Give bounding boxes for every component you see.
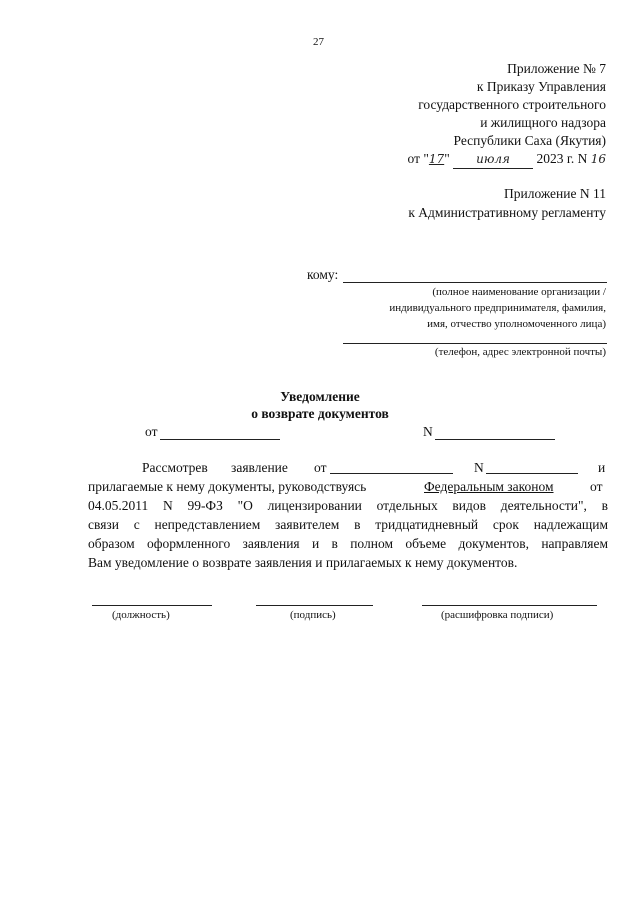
page-number: 27 (313, 36, 324, 48)
notice-title-2: о возврате документов (251, 406, 389, 421)
annex7-line4: Республики Саха (Якутия) (453, 133, 606, 148)
body-num-line[interactable] (486, 473, 578, 474)
notice-from-label: от (145, 424, 158, 439)
notice-num-label: N (423, 424, 433, 439)
notice-from-line[interactable] (160, 439, 280, 440)
annex7-date-row: от "17" июля 2023 г. N 16 (408, 150, 606, 169)
annex7-block (408, 60, 606, 169)
recipient-hint-1: (полное наименование организации / (432, 286, 606, 298)
body-line-1: Рассмотрев заявление от N и (142, 460, 606, 475)
body-date-line[interactable] (330, 473, 453, 474)
annex7-line2: государственного строительного (418, 97, 606, 112)
position-caption: (должность) (112, 609, 170, 621)
recipient-hint-4: (телефон, адрес электронной почты) (434, 346, 606, 358)
signature-caption: (подпись) (290, 609, 336, 621)
recipient-line-1[interactable] (343, 282, 607, 283)
annex7-title: Приложение № 7 (507, 61, 606, 76)
recipient-label: кому: (307, 267, 339, 282)
body-line-2: прилагаемые к нему документы, руководствуясь Федеральным законом от (88, 479, 603, 494)
body-line-3: 04.05.2011 N 99-ФЗ "О лицензировании отдельных видов деятельности", в (88, 498, 608, 513)
notice-title-1: Уведомление (280, 389, 360, 404)
recipient-line-2[interactable] (343, 343, 607, 344)
notice-num-line[interactable] (435, 439, 555, 440)
body-line-4: связи с непредставлением заявителем в тридцатидневный срок надлежащим (88, 517, 608, 532)
annex7-date-month: июля (453, 150, 533, 169)
annex11-block (408, 184, 606, 222)
annex7-line3: и жилищного надзора (480, 115, 606, 130)
annex7-line1: к Приказу Управления (476, 79, 606, 94)
position-line[interactable] (92, 605, 212, 606)
body-line-5: образом оформленного заявления и в полном объеме документов, направляем (88, 536, 608, 551)
annex7-date-num: 16 (590, 152, 606, 166)
decoding-line[interactable] (422, 605, 597, 606)
annex7-date-year: 2023 г. N (536, 151, 588, 166)
annex11-title: Приложение N 11 (504, 186, 606, 201)
decoding-caption: (расшифровка подписи) (441, 609, 554, 621)
signature-line[interactable] (256, 605, 373, 606)
annex11-line1: к Административному регламенту (408, 205, 606, 220)
body-text (88, 458, 608, 572)
recipient-hint-2: индивидуального предпринимателя, фамилия, (389, 302, 606, 314)
recipient-hint-3: имя, отчество уполномоченного лица) (427, 318, 606, 330)
federal-law-link[interactable]: Федеральным законом (424, 479, 554, 494)
annex7-date-day: 17 (428, 152, 445, 166)
body-line-6: Вам уведомление о возврате заявления и прилагаемых к нему документов. (88, 555, 518, 570)
